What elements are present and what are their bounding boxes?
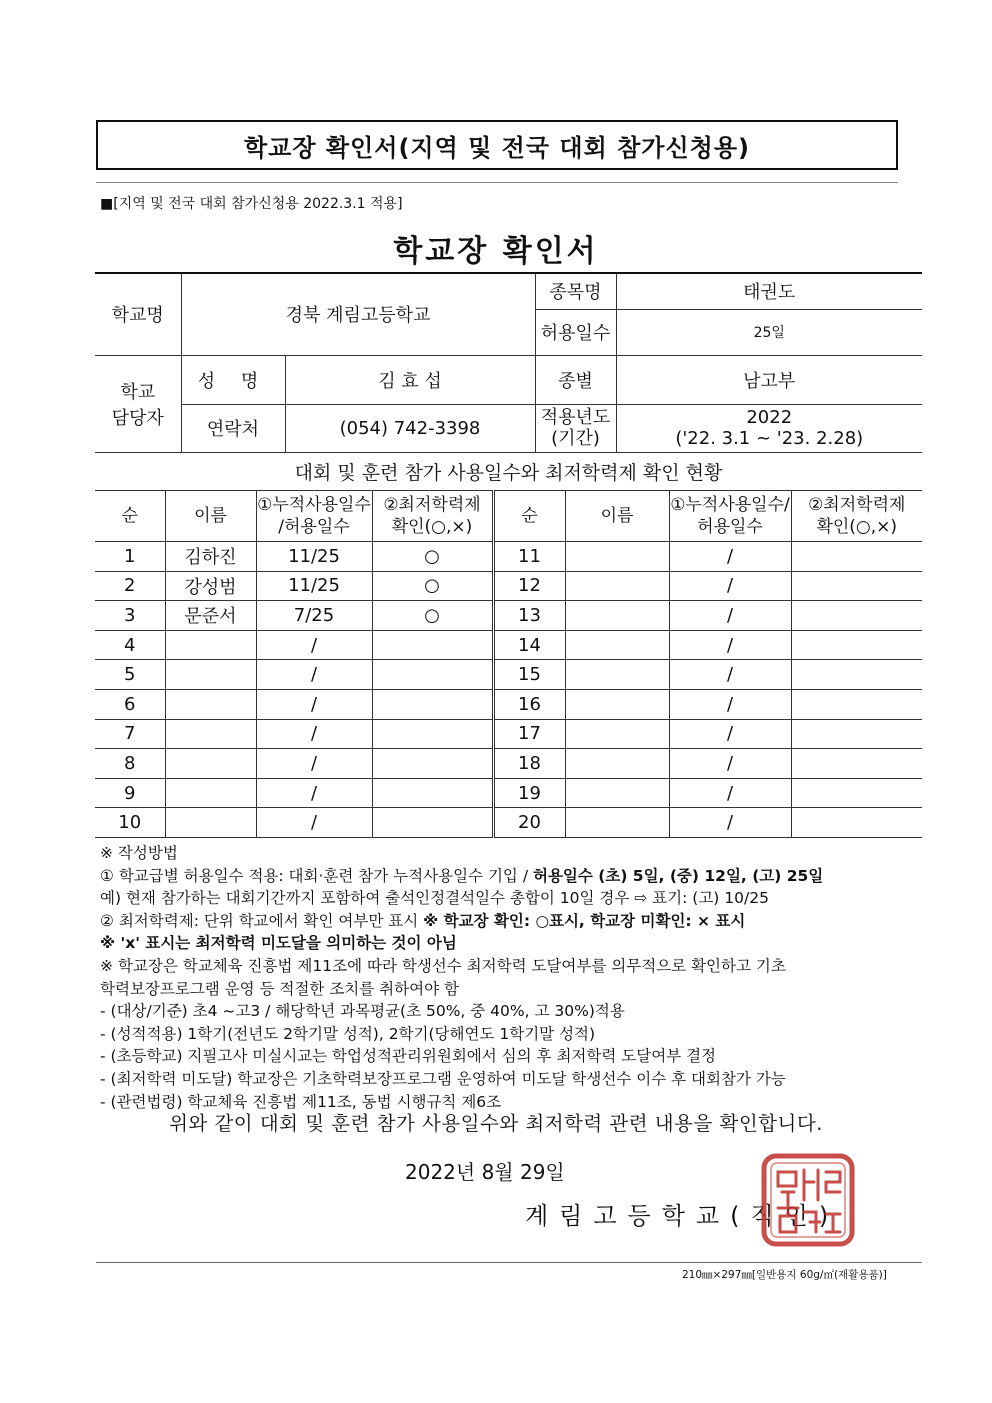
row-days: / (256, 749, 372, 779)
row-name (165, 808, 256, 838)
note-8: - (초등학교) 지필고사 미실시교는 학업성적관리위원회에서 심의 후 최저학력 도달여부 결정 (100, 1047, 717, 1066)
row-check (791, 601, 922, 631)
row-days: / (669, 719, 791, 749)
table-row (95, 630, 922, 660)
row-no: 12 (493, 571, 565, 601)
row-check (372, 719, 493, 749)
sport-value: 태권도 (616, 273, 922, 309)
row-check (372, 778, 493, 808)
year-value-cell (616, 404, 922, 452)
header-confirm-right-line2: 확인(○,×) (816, 517, 898, 537)
table-row (95, 719, 922, 749)
note-3: ※ 'x' 표시는 최저학력 미도달을 의미하는 것이 아님 (100, 934, 457, 953)
row-days: / (669, 808, 791, 838)
row-name (165, 719, 256, 749)
days-value: 25일 (616, 309, 922, 355)
division-value: 남고부 (616, 355, 922, 404)
row-no: 3 (95, 601, 165, 631)
manager-label-line1: 학교 (120, 381, 156, 403)
row-days: / (669, 542, 791, 572)
note-1-bold: 허용일수 (초) 5일, (중) 12일, (고) 25일 (532, 866, 824, 885)
year-label-line2: (기간) (551, 428, 600, 449)
row-no: 19 (493, 778, 565, 808)
row-no: 9 (95, 778, 165, 808)
division-label: 종별 (535, 355, 616, 404)
row-check (791, 689, 922, 719)
table-row (95, 601, 922, 631)
row-check: ○ (372, 601, 493, 631)
note-2 (100, 910, 930, 933)
header-days-right (669, 491, 791, 542)
note-7: - (성적적용) 1학기(전년도 2학기말 성적), 2학기(당해연도 1학기말 성적) (100, 1024, 596, 1043)
note-4: ※ 학교장은 학교체육 진흥법 제11조에 따라 학생선수 최저학력 도달여부를 의무적으로 확인하고 기초 (100, 956, 786, 975)
instructions (100, 842, 930, 1113)
table-row (95, 542, 922, 572)
row-name (165, 749, 256, 779)
row-name (565, 601, 669, 631)
note-10: - (관련법령) 학교체육 진흥법 제11조, 동법 시행규칙 제6조 (100, 1092, 502, 1111)
row-name: 문준서 (165, 601, 256, 631)
note-1-text: ① 학교급별 허용일수 적용: 대회·훈련 참가 누적사용일수 기입 / (100, 866, 533, 885)
row-days: / (256, 808, 372, 838)
table-row (95, 808, 922, 838)
row-name (565, 689, 669, 719)
row-check (791, 630, 922, 660)
note-2-text: ② 최저학력제: 단위 학교에서 확인 여부만 표시 (100, 911, 424, 930)
row-no: 14 (493, 630, 565, 660)
row-days: / (669, 778, 791, 808)
row-days: / (669, 571, 791, 601)
row-check (791, 571, 922, 601)
school-label: 학교명 (95, 273, 181, 355)
row-no: 17 (493, 719, 565, 749)
days-label: 허용일수 (535, 309, 616, 355)
paper-spec: 210㎜×297㎜[일반용지 60g/㎡(재활용품)] (682, 1269, 887, 1281)
usage-table (95, 490, 922, 838)
row-check: ○ (372, 542, 493, 572)
year-label-line1: 적용년도 (540, 407, 611, 428)
row-no: 16 (493, 689, 565, 719)
row-check (372, 689, 493, 719)
contact-value: (054) 742-3398 (285, 404, 535, 452)
contact-label: 연락처 (181, 404, 285, 452)
school-name: 계림고등학교 (525, 1202, 731, 1230)
confirmation-text: 위와 같이 대회 및 훈련 참가 사용일수와 최저학력 관련 내용을 확인합니다. (169, 1112, 823, 1135)
manager-label-line2: 담당자 (111, 407, 164, 429)
row-check (791, 660, 922, 690)
year-value: 2022 (746, 407, 793, 428)
row-no: 1 (95, 542, 165, 572)
row-days: / (256, 660, 372, 690)
row-name (565, 778, 669, 808)
row-name (565, 542, 669, 572)
row-no: 7 (95, 719, 165, 749)
row-name: 강성범 (165, 571, 256, 601)
header-confirm-right (791, 491, 922, 542)
header-name-right: 이름 (565, 491, 669, 542)
row-check (372, 660, 493, 690)
name-value: 김 효 섭 (285, 355, 535, 404)
note-2-bold: ※ 학교장 확인: ○표시, 학교장 미확인: × 표시 (423, 911, 746, 930)
header-confirm-line1: ②최저학력제 (383, 495, 481, 515)
row-days: / (256, 778, 372, 808)
header-days-right-line1: ①누적사용일수/ (670, 495, 790, 515)
row-name (565, 660, 669, 690)
row-check (372, 749, 493, 779)
table-row (95, 660, 922, 690)
row-days: / (669, 601, 791, 631)
row-name (565, 630, 669, 660)
header-days-right-line2: 허용일수 (697, 517, 763, 537)
row-days: / (256, 630, 372, 660)
header-days-line2: /허용일수 (278, 517, 350, 537)
row-days: / (669, 630, 791, 660)
header-no: 순 (95, 491, 165, 542)
row-days: 11/25 (256, 542, 372, 572)
row-check (372, 808, 493, 838)
manager-label (95, 355, 181, 452)
table-row (95, 778, 922, 808)
table-row (95, 689, 922, 719)
row-days: / (669, 660, 791, 690)
row-name (565, 571, 669, 601)
row-no: 5 (95, 660, 165, 690)
row-no: 10 (95, 808, 165, 838)
row-name (165, 630, 256, 660)
year-period: ('22. 3.1 ~ '23. 2.28) (675, 428, 864, 449)
row-days: / (256, 689, 372, 719)
header-title-box (96, 120, 898, 170)
row-days: / (256, 719, 372, 749)
row-no: 18 (493, 749, 565, 779)
info-table (95, 272, 922, 453)
row-name (565, 808, 669, 838)
row-check (791, 542, 922, 572)
row-name: 김하진 (165, 542, 256, 572)
sport-label: 종목명 (535, 273, 616, 309)
row-check (791, 778, 922, 808)
note-6: - (대상/기준) 초4 ~고3 / 해당학년 과목평균(초 50%, 중 40%, 고 30%)적용 (100, 1002, 625, 1021)
row-no: 6 (95, 689, 165, 719)
row-name (165, 778, 256, 808)
row-days: / (669, 689, 791, 719)
school-value: 경북 계림고등학교 (181, 273, 535, 355)
document-title: 학교장 확인서 (393, 234, 599, 269)
table-row (95, 749, 922, 779)
header-days-line1: ①누적사용일수 (257, 495, 371, 515)
note-method: ※ 작성방법 (100, 844, 178, 862)
row-days: 11/25 (256, 571, 372, 601)
row-no: 4 (95, 630, 165, 660)
row-name (165, 689, 256, 719)
note-5: 학력보장프로그램 운영 등 적절한 조치를 취하여야 함 (100, 979, 459, 998)
footer-line (96, 1262, 922, 1263)
header-days (256, 491, 372, 542)
name-label: 성 명 (181, 355, 285, 404)
row-days: 7/25 (256, 601, 372, 631)
row-no: 2 (95, 571, 165, 601)
row-name (565, 749, 669, 779)
header-title: 학교장 확인서(지역 및 전국 대회 참가신청용) (243, 133, 751, 162)
table-row (95, 571, 922, 601)
header-confirm-right-line1: ②최저학력제 (808, 495, 906, 515)
divider (96, 182, 898, 183)
table2-title: 대회 및 훈련 참가 사용일수와 최저학력제 확인 현황 (294, 462, 723, 484)
row-check (791, 749, 922, 779)
header-name: 이름 (165, 491, 256, 542)
year-label (535, 404, 616, 452)
header-no-right: 순 (493, 491, 565, 542)
note-9: - (최저학력 미도달) 학교장은 기초학력보장프로그램 운영하여 미도달 학생선수 이수 후 대회참가 가능 (100, 1069, 786, 1088)
row-no: 15 (493, 660, 565, 690)
row-check: ○ (372, 571, 493, 601)
table-header-row (95, 491, 922, 542)
note-1-example: 예) 현재 참가하는 대회기간까지 포함하여 출석인정결석일수 총합이 10일 경우 ⇨ 표기: (고) 10/25 (100, 889, 769, 908)
row-check (372, 630, 493, 660)
issue-date: 2022년 8월 29일 (405, 1160, 565, 1184)
row-check (791, 719, 922, 749)
row-days: / (669, 749, 791, 779)
header-confirm (372, 491, 493, 542)
header-confirm-line2: 확인(○,×) (391, 517, 473, 537)
row-no: 8 (95, 749, 165, 779)
seal-mark-label: (직인) (730, 1202, 840, 1230)
sub-note: ■[지역 및 전국 대회 참가신청용 2022.3.1 적용] (100, 196, 403, 212)
row-no: 20 (493, 808, 565, 838)
row-name (565, 719, 669, 749)
row-no: 11 (493, 542, 565, 572)
note-1 (100, 865, 930, 888)
official-seal (760, 1152, 856, 1248)
row-check (791, 808, 922, 838)
row-no: 13 (493, 601, 565, 631)
row-name (165, 660, 256, 690)
